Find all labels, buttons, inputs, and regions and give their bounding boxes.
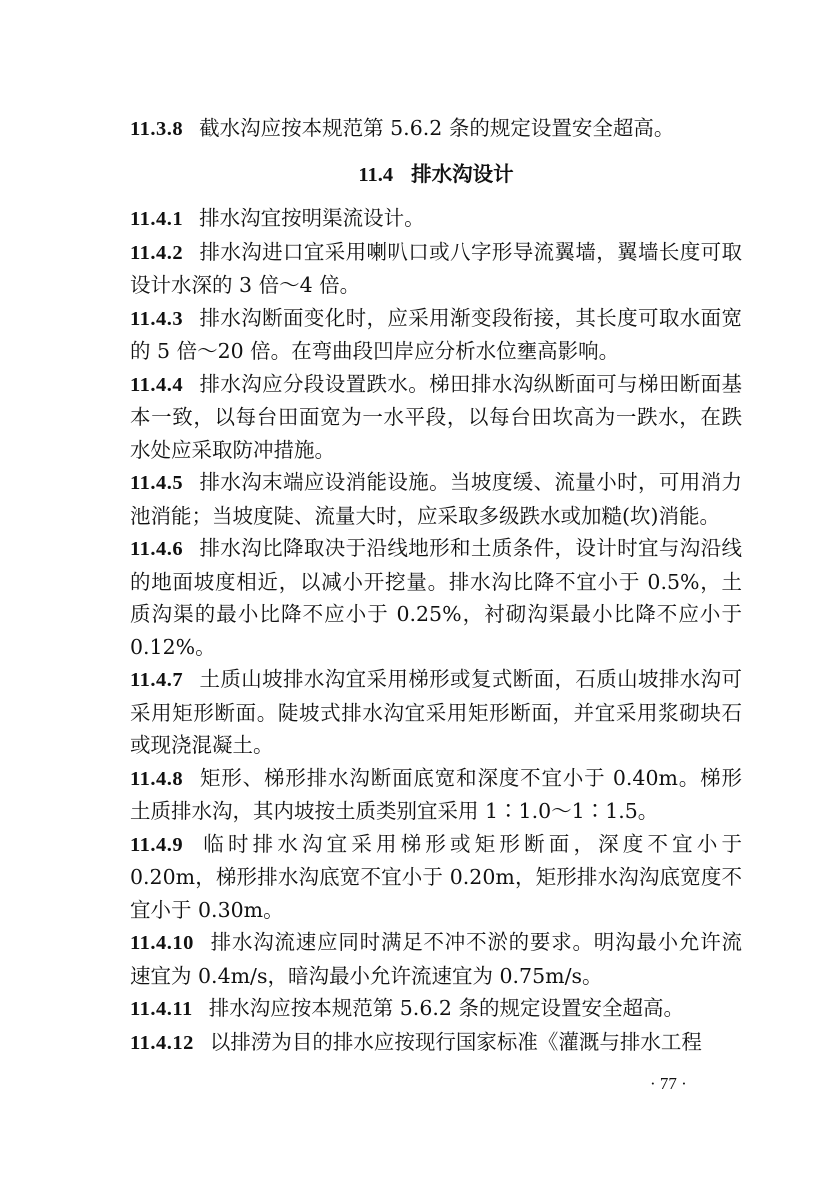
clause-text: 以排涝为目的排水应按现行国家标准《灌溉与排水工程 [209,1029,702,1054]
clause-paragraph [130,663,742,762]
clause-paragraph [130,236,742,302]
clause-paragraph [130,466,742,532]
clause-number: 11.4.12 [130,1031,194,1054]
clause-paragraph [130,992,742,1026]
clause-paragraph [130,202,742,236]
clause-text: 矩形、梯形排水沟断面底宽和深度不宜小于 0.40m。梯形土质排水沟，其内坡按土质类别宜采用 1∶1.0～1∶1.5。 [130,765,742,823]
clause-number: 11.3.8 [130,118,184,140]
clause-number: 11.4.9 [130,833,184,856]
clause-text: 排水沟进口宜采用喇叭口或八字形导流翼墙，翼墙长度可取设计水深的 3 倍～4 倍。 [130,239,742,297]
clause-number: 11.4.4 [130,373,184,396]
clause-number: 11.4.11 [130,998,193,1020]
clause-paragraph [130,532,742,663]
clause-number: 11.4.3 [130,307,184,330]
section-heading [130,158,742,192]
clause-paragraph [130,112,742,146]
page-body [130,112,742,1059]
clause-text: 截水沟应按本规范第 5.6.2 条的规定设置安全超高。 [199,116,675,140]
clause-paragraph [130,368,742,467]
clause-text: 排水沟应分段设置跌水。梯田排水沟纵断面可与梯田断面基本一致，以每台田面宽为一水平段，以每台田坎高为一跌水，在跌水处应采取防冲措施。 [130,371,742,462]
clause-number: 11.4.5 [130,472,184,494]
clause-number: 11.4.1 [130,208,184,230]
clause-paragraph [130,1026,742,1060]
clause-number: 11.4.6 [130,538,184,560]
clause-number: 11.4.2 [130,241,184,264]
page-number: · 77 · [650,1074,687,1093]
clause-paragraph [130,302,742,368]
clause-text: 排水沟比降取决于沿线地形和土质条件，设计时宜与沟沿线的地面坡度相近，以减小开挖量。排水沟比降不宜小于 0.5%，土质沟渠的最小比降不应小于 0.25%，衬砌沟渠最小比降不应小于 0.12%。 [130,536,742,659]
section-title: 排水沟设计 [411,161,514,186]
clause-number: 11.4.7 [130,669,184,691]
clause-text: 排水沟应按本规范第 5.6.2 条的规定设置安全超高。 [208,996,684,1020]
clause-number: 11.4.8 [130,767,184,790]
clause-paragraph [130,762,742,828]
clause-text: 排水沟流速应同时满足不冲不淤的要求。明沟最小允许流速宜为 0.4m/s，暗沟最小允许流速宜为 0.75m/s。 [130,930,742,988]
clause-text: 排水沟断面变化时，应采用渐变段衔接，其长度可取水面宽的 5 倍～20 倍。在弯曲段凹岸应分析水位壅高影响。 [130,305,742,363]
clause-text: 临时排水沟宜采用梯形或矩形断面，深度不宜小于 0.20m，梯形排水沟底宽不宜小于 0.20m，矩形排水沟沟底宽度不宜小于 0.30m。 [130,831,742,922]
clause-paragraph [130,926,742,992]
clause-paragraph [130,828,742,927]
section-number: 11.4 [358,163,394,186]
clause-text: 排水沟宜按明渠流设计。 [199,206,425,230]
clause-number: 11.4.10 [130,932,194,954]
clause-text: 土质山坡排水沟宜采用梯形或复式断面，石质山坡排水沟可采用矩形断面。陡坡式排水沟宜采用矩形断面，并宜采用浆砌块石或现浇混凝土。 [130,667,742,757]
clause-text: 排水沟末端应设消能设施。当坡度缓、流量小时，可用消力池消能；当坡度陡、流量大时，应采取多级跌水或加糙(坎)消能。 [130,470,742,528]
